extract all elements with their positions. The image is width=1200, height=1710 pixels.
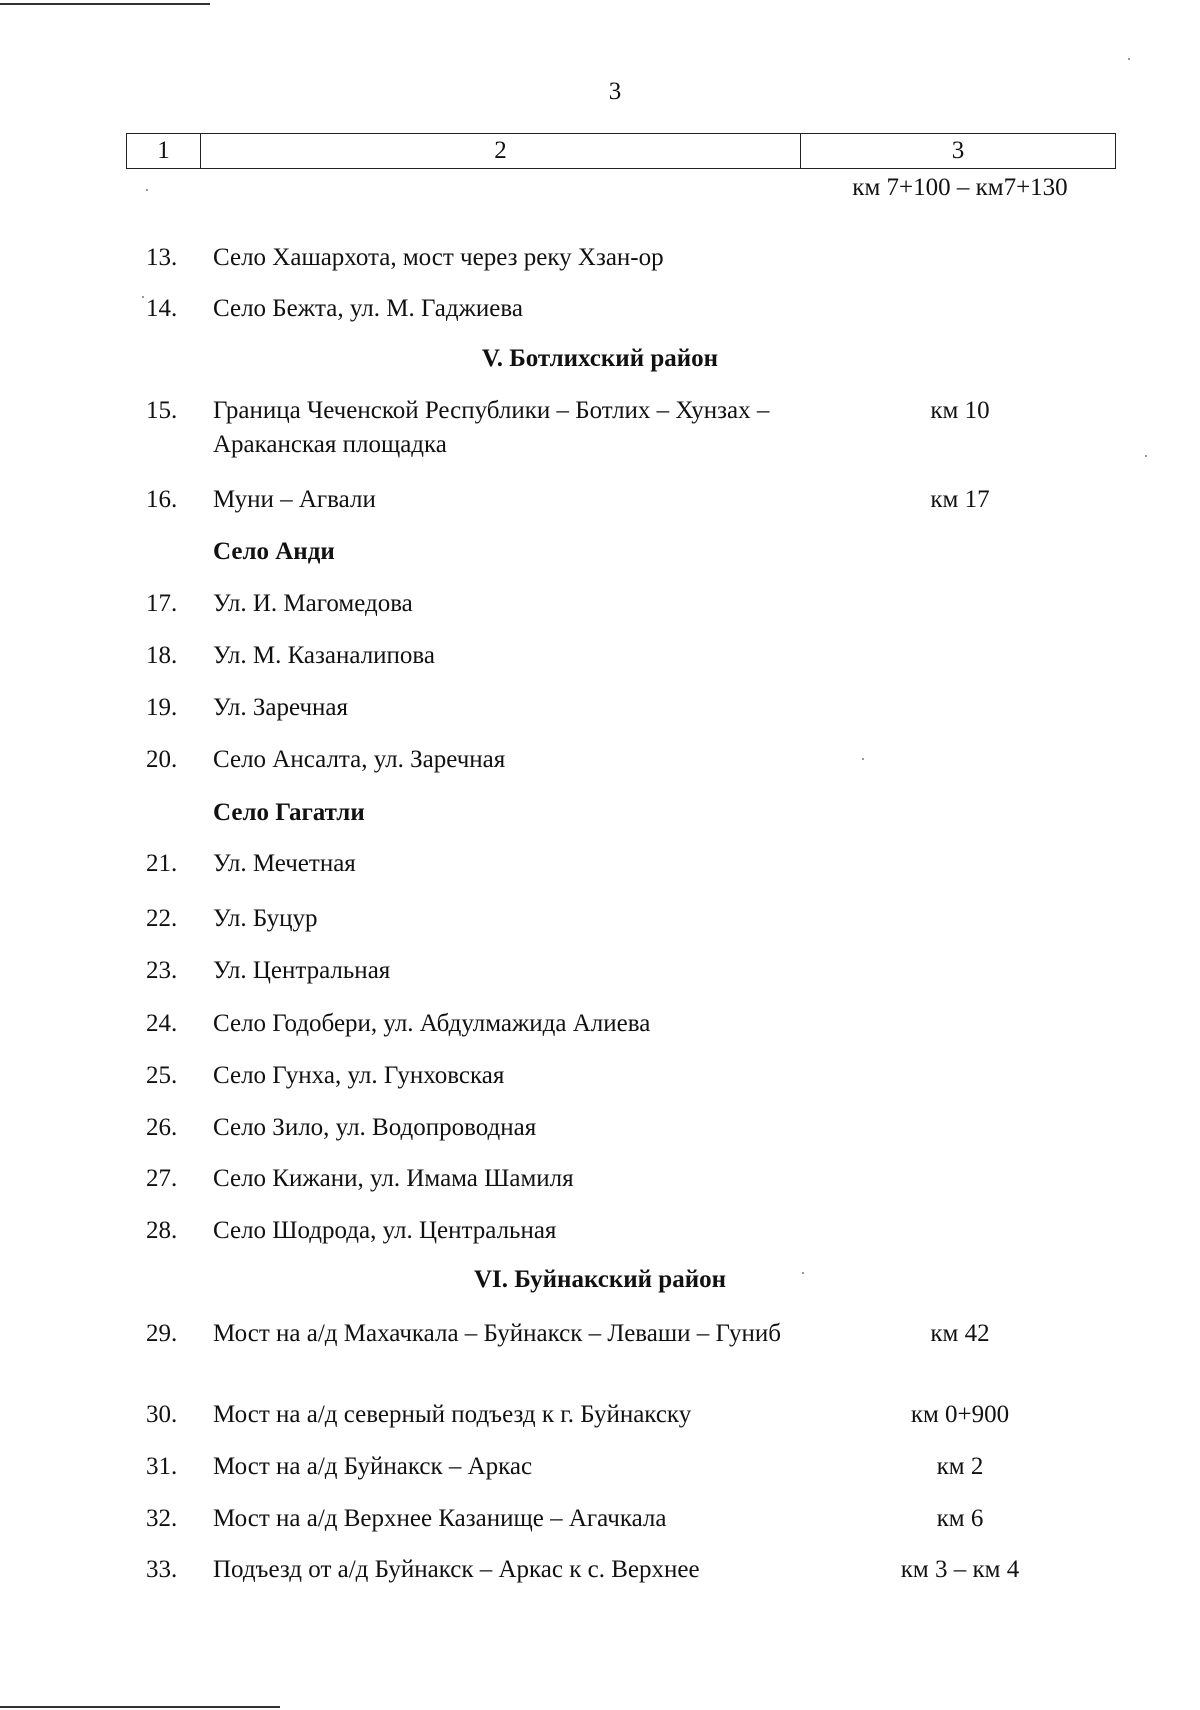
- row-number: 13.: [146, 244, 178, 271]
- table-header-row: [126, 133, 1116, 169]
- row-number: 29.: [146, 1320, 178, 1347]
- row-number: 24.: [146, 1010, 178, 1037]
- row-number: 15.: [146, 397, 178, 424]
- row-name: Село Бежта, ул. М. Гаджиева: [213, 295, 523, 322]
- continuation-value: км 7+100 – км7+130: [852, 174, 1068, 201]
- row-name: Село Зило, ул. Водопроводная: [213, 1114, 537, 1141]
- row-number: 31.: [146, 1453, 178, 1480]
- row-value: км 42: [930, 1320, 990, 1347]
- row-number: 23.: [146, 957, 178, 984]
- row-number: 16.: [146, 486, 178, 513]
- row-number: 33.: [146, 1556, 178, 1583]
- row-number: 30.: [146, 1401, 178, 1428]
- row-name: Ул. М. Казаналипова: [213, 642, 435, 669]
- row-number: 21.: [146, 850, 178, 877]
- row-name: Село Хашархота, мост через реку Хзан-ор: [213, 244, 664, 271]
- row-number: 32.: [146, 1505, 178, 1532]
- row-number: 25.: [146, 1062, 178, 1089]
- row-value: км 17: [930, 486, 990, 513]
- row-number: 18.: [146, 642, 178, 669]
- row-name: Ул. Буцур: [213, 905, 318, 932]
- row-name: Мост на а/д Махачкала – Буйнакск – Леваши – Гуниб: [213, 1320, 781, 1347]
- scan-speck: [142, 296, 144, 298]
- scan-speck: [1145, 455, 1147, 457]
- scan-speck: [862, 758, 864, 760]
- header-cell-3: 3: [951, 137, 965, 164]
- row-name: Мост на а/д северный подъезд к г. Буйнакску: [213, 1401, 692, 1428]
- header-cell-1: 1: [127, 134, 201, 168]
- village-subheading-text: Село Анди: [213, 538, 335, 565]
- row-name: Ул. Центральная: [213, 957, 391, 984]
- district-heading: VI. Буйнакский район: [473, 1266, 727, 1293]
- row-number: 14.: [146, 295, 178, 322]
- row-value: км 0+900: [910, 1401, 1010, 1428]
- row-name: Ул. Заречная: [213, 694, 348, 721]
- scan-edge-bottom: [0, 1706, 280, 1708]
- row-number: 20.: [146, 746, 178, 773]
- row-name: Ул. Мечетная: [213, 850, 356, 877]
- row-value: км 2: [936, 1453, 984, 1480]
- row-value: км 3 – км 4: [900, 1556, 1020, 1583]
- row-name: Ул. И. Магомедова: [213, 590, 413, 617]
- row-number: 28.: [146, 1217, 178, 1244]
- row-name: Село Ансалта, ул. Заречная: [213, 746, 506, 773]
- row-name: Мост на а/д Верхнее Казанище – Агачкала: [213, 1505, 667, 1532]
- village-subheading-text: Село Гагатли: [213, 799, 365, 826]
- header-cell-2: 2: [201, 134, 801, 168]
- row-value: км 6: [936, 1505, 984, 1532]
- scan-speck: [1128, 58, 1130, 60]
- row-name: Подъезд от а/д Буйнакск – Аркас к с. Верхнее: [213, 1556, 700, 1583]
- row-name: Село Шодрода, ул. Центральная: [213, 1217, 557, 1244]
- district-heading: V. Ботлихский район: [481, 345, 719, 372]
- row-number: 26.: [146, 1114, 178, 1141]
- row-name: Мост на а/д Буйнакск – Аркас: [213, 1453, 533, 1480]
- row-name: Село Годобери, ул. Абдулмажида Алиева: [213, 1010, 651, 1037]
- row-number: 19.: [146, 694, 178, 721]
- row-number: 17.: [146, 590, 178, 617]
- row-name: Граница Чеченской Республики – Ботлих – Хунзах – Араканская площадка: [213, 397, 770, 458]
- row-value: км 10: [930, 397, 990, 424]
- row-name: Село Гунха, ул. Гунховская: [213, 1062, 505, 1089]
- row-name: Муни – Агвали: [213, 486, 376, 513]
- row-number: 22.: [146, 905, 178, 932]
- page-number: 3: [608, 78, 622, 105]
- scan-speck: [146, 189, 148, 191]
- row-name: Село Кижани, ул. Имама Шамиля: [213, 1165, 574, 1192]
- row-number: 27.: [146, 1165, 178, 1192]
- scan-edge-top: [0, 3, 210, 5]
